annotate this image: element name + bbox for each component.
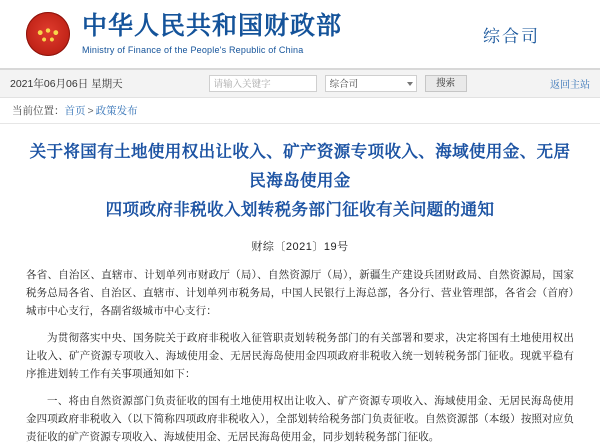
department-name: 综合司 [483,27,540,46]
document-number: 财综〔2021〕19号 [251,240,349,253]
site-title-en: Ministry of Finance of the People's Republic of China [82,44,304,55]
section-select-value: 综合司 [329,79,359,90]
site-title-block [82,13,342,55]
section-select[interactable] [325,75,417,92]
search-input[interactable]: 请输入关键字 [209,75,317,92]
national-emblem-icon [26,12,70,56]
search-button[interactable]: 搜索 [425,75,467,92]
breadcrumb-label: 当前位置： [12,105,65,117]
utility-toolbar [0,70,600,98]
site-title-cn: 中华人民共和国财政部 [82,13,343,41]
breadcrumb-item-home[interactable]: 首页 [64,105,86,117]
page-title-line-2: 四项政府非税收入划转税务部门征收有关问题的通知 [105,199,495,219]
breadcrumb-item-policy[interactable]: 政策发布 [95,105,138,117]
site-header [0,0,600,70]
document-body [26,266,574,446]
current-date: 2021年06月06日 星期天 [10,78,123,90]
page-title [26,138,574,225]
back-to-main-site-link[interactable]: 返回主站 [550,80,590,91]
breadcrumb-separator: > [87,104,94,117]
chevron-down-icon [407,82,413,86]
document-paragraph: 为贯彻落实中央、国务院关于政府非税收入征管职责划转税务部门的有关部署和要求，决定将国有土地使用权出让收入、矿产资源专项收入、海域使用金、无居民海岛使用金四项政府非税收入统一划转税务部门征收。现就平稳有序推进划转工作有关事项通知如下： [26,331,574,380]
document-article [0,124,600,446]
document-paragraph: 一、将由自然资源部门负责征收的国有土地使用权出让收入、矿产资源专项收入、海域使用金、无居民海岛使用金四项政府非税收入（以下简称四项政府非税收入），全部划转给税务部门负责征收。自然资源部（本级）按照对应负责征收的矿产资源专项收入、海域使用金、无居民海岛使用金，同步划转税务部门征收。 [26,394,574,443]
breadcrumb [0,98,600,124]
document-paragraph: 各省、自治区、直辖市、计划单列市财政厅（局）、自然资源厅（局），新疆生产建设兵团财政局、自然资源局，国家税务总局各省、自治区、直辖市、计划单列市税务局，中国人民银行上海总部，各分行、营业管理部，各省会（首府）城市中心支行，各副省级城市中心支行： [26,268,574,317]
page-title-line-1: 关于将国有土地使用权出让收入、矿产资源专项收入、海域使用金、无居民海岛使用金 [29,142,571,190]
